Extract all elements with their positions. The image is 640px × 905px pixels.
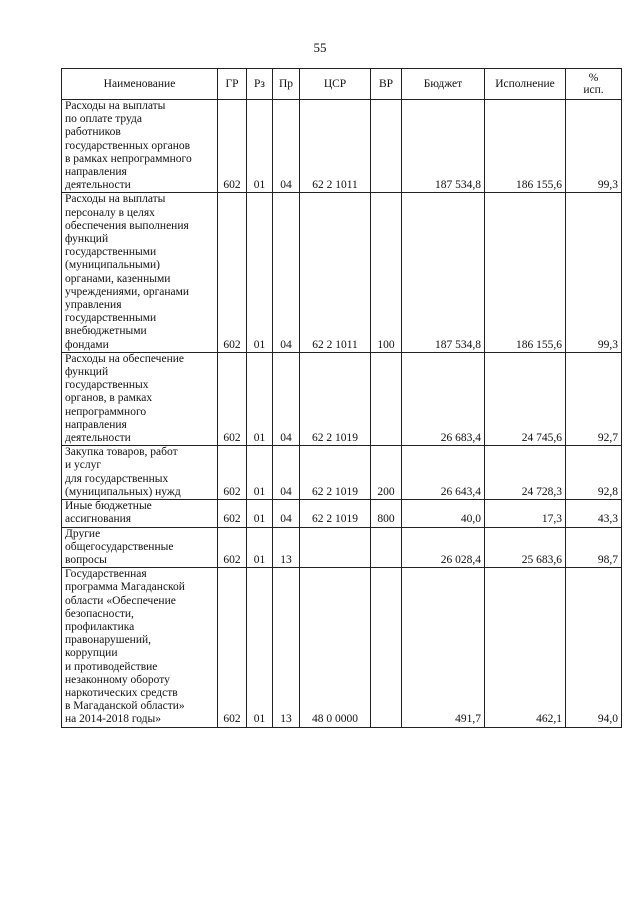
table-row <box>62 352 622 445</box>
row-csr <box>300 527 371 568</box>
row-execution: 17,3 <box>485 500 566 527</box>
row-rz: 01 <box>247 568 273 727</box>
row-budget: 26 643,4 <box>402 446 485 500</box>
row-budget: 187 534,8 <box>402 193 485 352</box>
row-gr: 602 <box>218 446 247 500</box>
row-vr <box>371 568 402 727</box>
row-name: Расходы на обеспечение функций государственных органов, в рамках непрограммного направления деятельности <box>62 352 218 445</box>
row-vr: 100 <box>371 193 402 352</box>
row-name: Расходы на выплаты персоналу в целях обеспечения выполнения функций государственными (муниципальными) органами, казенными учреждениями, органами управления государственными внебюджетными фондами <box>62 193 218 352</box>
row-budget: 40,0 <box>402 500 485 527</box>
row-name: Закупка товаров, работ и услуг для государственных (муниципальных) нужд <box>62 446 218 500</box>
row-gr: 602 <box>218 500 247 527</box>
row-pr: 04 <box>273 193 300 352</box>
row-rz: 01 <box>247 100 273 193</box>
row-csr: 62 2 1019 <box>300 500 371 527</box>
header-row <box>62 69 622 100</box>
row-csr: 62 2 1019 <box>300 352 371 445</box>
col-header-gr: ГР <box>218 69 247 100</box>
row-rz: 01 <box>247 446 273 500</box>
col-header-percent: % исп. <box>566 69 622 100</box>
row-gr: 602 <box>218 527 247 568</box>
row-percent: 99,3 <box>566 100 622 193</box>
col-header-name: Наименование <box>62 69 218 100</box>
row-pr: 04 <box>273 446 300 500</box>
col-header-rz: Рз <box>247 69 273 100</box>
row-pr: 04 <box>273 500 300 527</box>
row-pr: 04 <box>273 100 300 193</box>
row-execution: 24 745,6 <box>485 352 566 445</box>
row-vr: 200 <box>371 446 402 500</box>
table-row <box>62 193 622 352</box>
table-row <box>62 527 622 568</box>
row-vr <box>371 352 402 445</box>
table-row <box>62 568 622 727</box>
table-row <box>62 446 622 500</box>
row-execution: 462,1 <box>485 568 566 727</box>
row-pr: 13 <box>273 568 300 727</box>
row-vr <box>371 100 402 193</box>
col-header-pr: Пр <box>273 69 300 100</box>
table-row <box>62 100 622 193</box>
row-execution: 186 155,6 <box>485 193 566 352</box>
row-pr: 04 <box>273 352 300 445</box>
row-percent: 99,3 <box>566 193 622 352</box>
row-percent: 92,7 <box>566 352 622 445</box>
page-number: 55 <box>313 40 327 55</box>
row-gr: 602 <box>218 193 247 352</box>
table-row <box>62 500 622 527</box>
row-rz: 01 <box>247 527 273 568</box>
row-execution: 186 155,6 <box>485 100 566 193</box>
budget-execution-table <box>61 68 622 728</box>
row-percent: 94,0 <box>566 568 622 727</box>
row-rz: 01 <box>247 500 273 527</box>
row-csr: 62 2 1011 <box>300 193 371 352</box>
row-csr: 62 2 1011 <box>300 100 371 193</box>
row-rz: 01 <box>247 352 273 445</box>
row-pr: 13 <box>273 527 300 568</box>
col-header-vr: ВР <box>371 69 402 100</box>
row-name: Государственная программа Магаданской области «Обеспечение безопасности, профилактика правонарушений, коррупции и противодействие незаконному обороту наркотических средств в Магаданской области» на 2014-2018 годы» <box>62 568 218 727</box>
row-vr: 800 <box>371 500 402 527</box>
row-percent: 92,8 <box>566 446 622 500</box>
col-header-budget: Бюджет <box>402 69 485 100</box>
row-budget: 187 534,8 <box>402 100 485 193</box>
row-percent: 43,3 <box>566 500 622 527</box>
row-execution: 25 683,6 <box>485 527 566 568</box>
row-vr <box>371 527 402 568</box>
row-gr: 602 <box>218 352 247 445</box>
row-gr: 602 <box>218 568 247 727</box>
row-csr: 48 0 0000 <box>300 568 371 727</box>
row-gr: 602 <box>218 100 247 193</box>
row-budget: 491,7 <box>402 568 485 727</box>
col-header-csr: ЦСР <box>300 69 371 100</box>
row-rz: 01 <box>247 193 273 352</box>
row-budget: 26 683,4 <box>402 352 485 445</box>
row-execution: 24 728,3 <box>485 446 566 500</box>
row-name: Расходы на выплаты по оплате труда работников государственных органов в рамках непрограммного направления деятельности <box>62 100 218 193</box>
row-percent: 98,7 <box>566 527 622 568</box>
row-csr: 62 2 1019 <box>300 446 371 500</box>
row-name: Другие общегосударственные вопросы <box>62 527 218 568</box>
row-budget: 26 028,4 <box>402 527 485 568</box>
row-name: Иные бюджетные ассигнования <box>62 500 218 527</box>
col-header-execution: Исполнение <box>485 69 566 100</box>
